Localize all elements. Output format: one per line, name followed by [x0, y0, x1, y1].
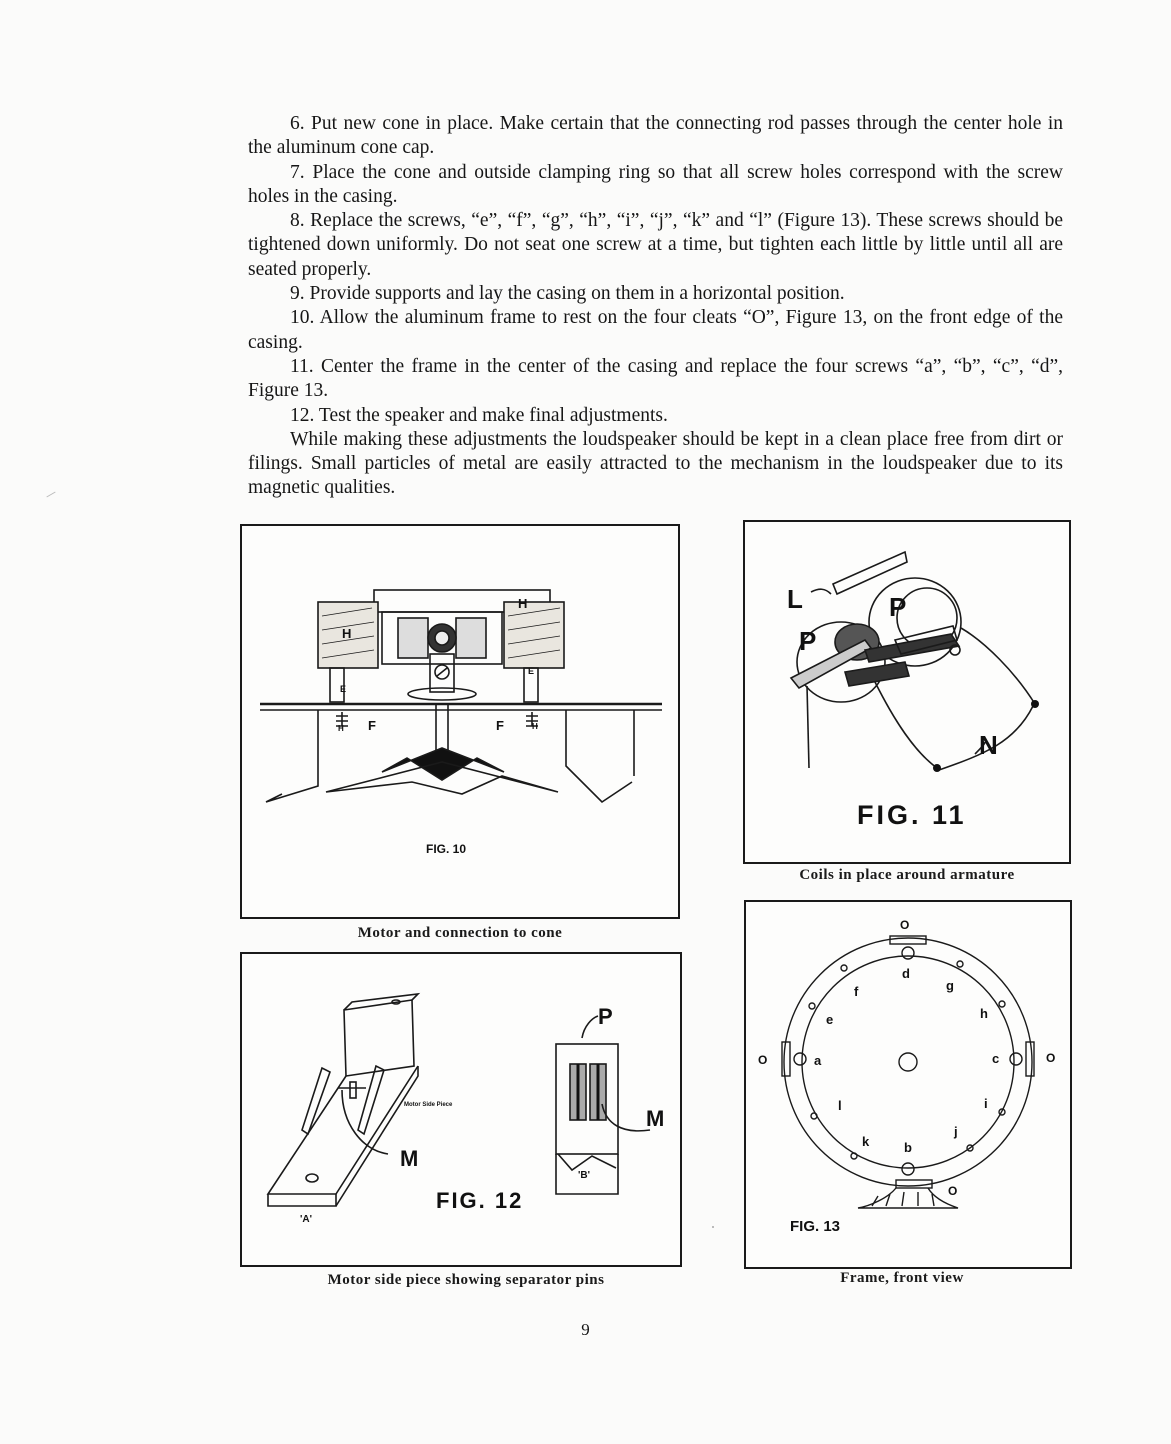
paragraph-text: Test the speaker and make final adjustments. [318, 404, 668, 426]
paragraph-6 [248, 112, 1063, 161]
paragraph-text: Allow the aluminum frame to rest on the four cleats “O”, Figure 13, on the front edge of the casing. [248, 307, 1063, 353]
screw-letter-h: h [980, 1006, 988, 1021]
screw-letter-j: j [954, 1124, 958, 1139]
figure-12-caption: Motor side piece showing separator pins [327, 1272, 605, 1288]
letter-p: P [799, 626, 817, 656]
letter-a: 'A' [300, 1214, 312, 1225]
letter-h: H [342, 626, 352, 641]
paragraph-12 [248, 404, 1063, 428]
cleat-letter-left: O [758, 1053, 768, 1067]
paragraph-number: 9. [290, 283, 305, 305]
paragraph-number: 12. [290, 404, 315, 426]
cleat-letter-bottom: O [948, 1184, 958, 1198]
paragraph-8 [248, 209, 1063, 282]
figure-12 [240, 952, 682, 1267]
scan-mark [712, 1226, 714, 1228]
figure-label: FIG. 11 [857, 800, 967, 830]
screw-letter-k: k [862, 1134, 870, 1149]
paragraph-number: 8. [290, 210, 305, 232]
figure-label: FIG. 10 [426, 842, 467, 856]
cleat-letter-top: O [900, 918, 910, 932]
motor-drawing [242, 526, 678, 917]
screw-letter-c: c [992, 1051, 1000, 1066]
paragraph-text: Center the frame in the center of the casing and replace the four screws “a”, “b”, “c”, “d”, Figure 13. [248, 355, 1063, 402]
screw-letter-b: b [904, 1140, 912, 1155]
paragraph-11 [248, 355, 1063, 404]
screw-letter-i: i [984, 1096, 988, 1111]
figure-label: FIG. 13 [790, 1218, 841, 1235]
screw-letter-f: f [854, 984, 859, 999]
letter-h: H [518, 596, 528, 611]
letter-m: M [400, 1146, 419, 1171]
figure-10 [240, 524, 680, 919]
letter-h: H [338, 724, 344, 733]
letter-p: P [598, 1004, 613, 1029]
letter-e: E [340, 684, 347, 694]
letter-f: F [496, 718, 504, 733]
screw-letter-e: e [826, 1012, 834, 1027]
paragraph-text: Put new cone in place. Make certain that the connecting rod passes through the center hole in the aluminum cone cap. [248, 113, 1063, 159]
paragraph-7 [248, 161, 1063, 210]
figure-11 [743, 520, 1071, 864]
letter-b: 'B' [578, 1170, 590, 1181]
letter-f: F [368, 718, 376, 733]
scan-mark [46, 492, 55, 498]
figure-11-caption: Coils in place around armature [799, 867, 1015, 883]
letter-n: N [979, 730, 998, 760]
figure-13 [744, 900, 1072, 1269]
paragraph-number: 10. [290, 307, 315, 329]
page-number: 9 [581, 1320, 590, 1339]
letter-h: H [532, 722, 538, 731]
figure-10-caption: Motor and connection to cone [357, 925, 563, 941]
paragraph-number: 11. [290, 355, 314, 377]
figure-13-caption: Frame, front view [840, 1270, 964, 1286]
paragraph-number: 6. [290, 113, 305, 134]
screw-letter-a: a [814, 1053, 822, 1068]
figure-label: FIG. 12 [436, 1188, 524, 1213]
letter-e: E [528, 666, 535, 676]
frame-drawing [746, 902, 1070, 1267]
screw-letter-l: l [838, 1098, 842, 1113]
paragraph-10 [248, 306, 1063, 355]
paragraph-9 [248, 282, 1063, 306]
letter-l: L [787, 584, 803, 614]
paragraph-text: Provide supports and lay the casing on them in a horizontal position. [309, 283, 845, 305]
screw-letter-g: g [946, 978, 954, 993]
letter-m: M [646, 1106, 665, 1131]
paragraph-number: 7. [290, 161, 305, 183]
paragraph-text: Place the cone and outside clamping ring so that all screw holes correspond with the screw holes in the casing. [248, 161, 1063, 207]
letter-p: P [889, 592, 907, 622]
screw-letter-d: d [902, 966, 910, 981]
paragraph-text: Replace the screws, “e”, “f”, “g”, “h”, “i”, “j”, “k” and “l” (Figure 13). These screws should be tightened down uniformly. Do not seat one screw at a time, but tighten each little by little until all are seated properly. [248, 210, 1063, 280]
paragraph-text: While making these adjustments the loudspeaker should be kept in a clean place free from dirt or filings. Small particles of metal are easily attracted to the mechanism in the loudspeaker due to its magnetic qualities. [248, 428, 1063, 499]
cleat-letter-right: O [1046, 1051, 1056, 1065]
motor-side-piece-annotation: Motor Side Piece [404, 1102, 453, 1108]
paragraph-note [248, 428, 1063, 501]
instruction-text [248, 112, 1063, 501]
